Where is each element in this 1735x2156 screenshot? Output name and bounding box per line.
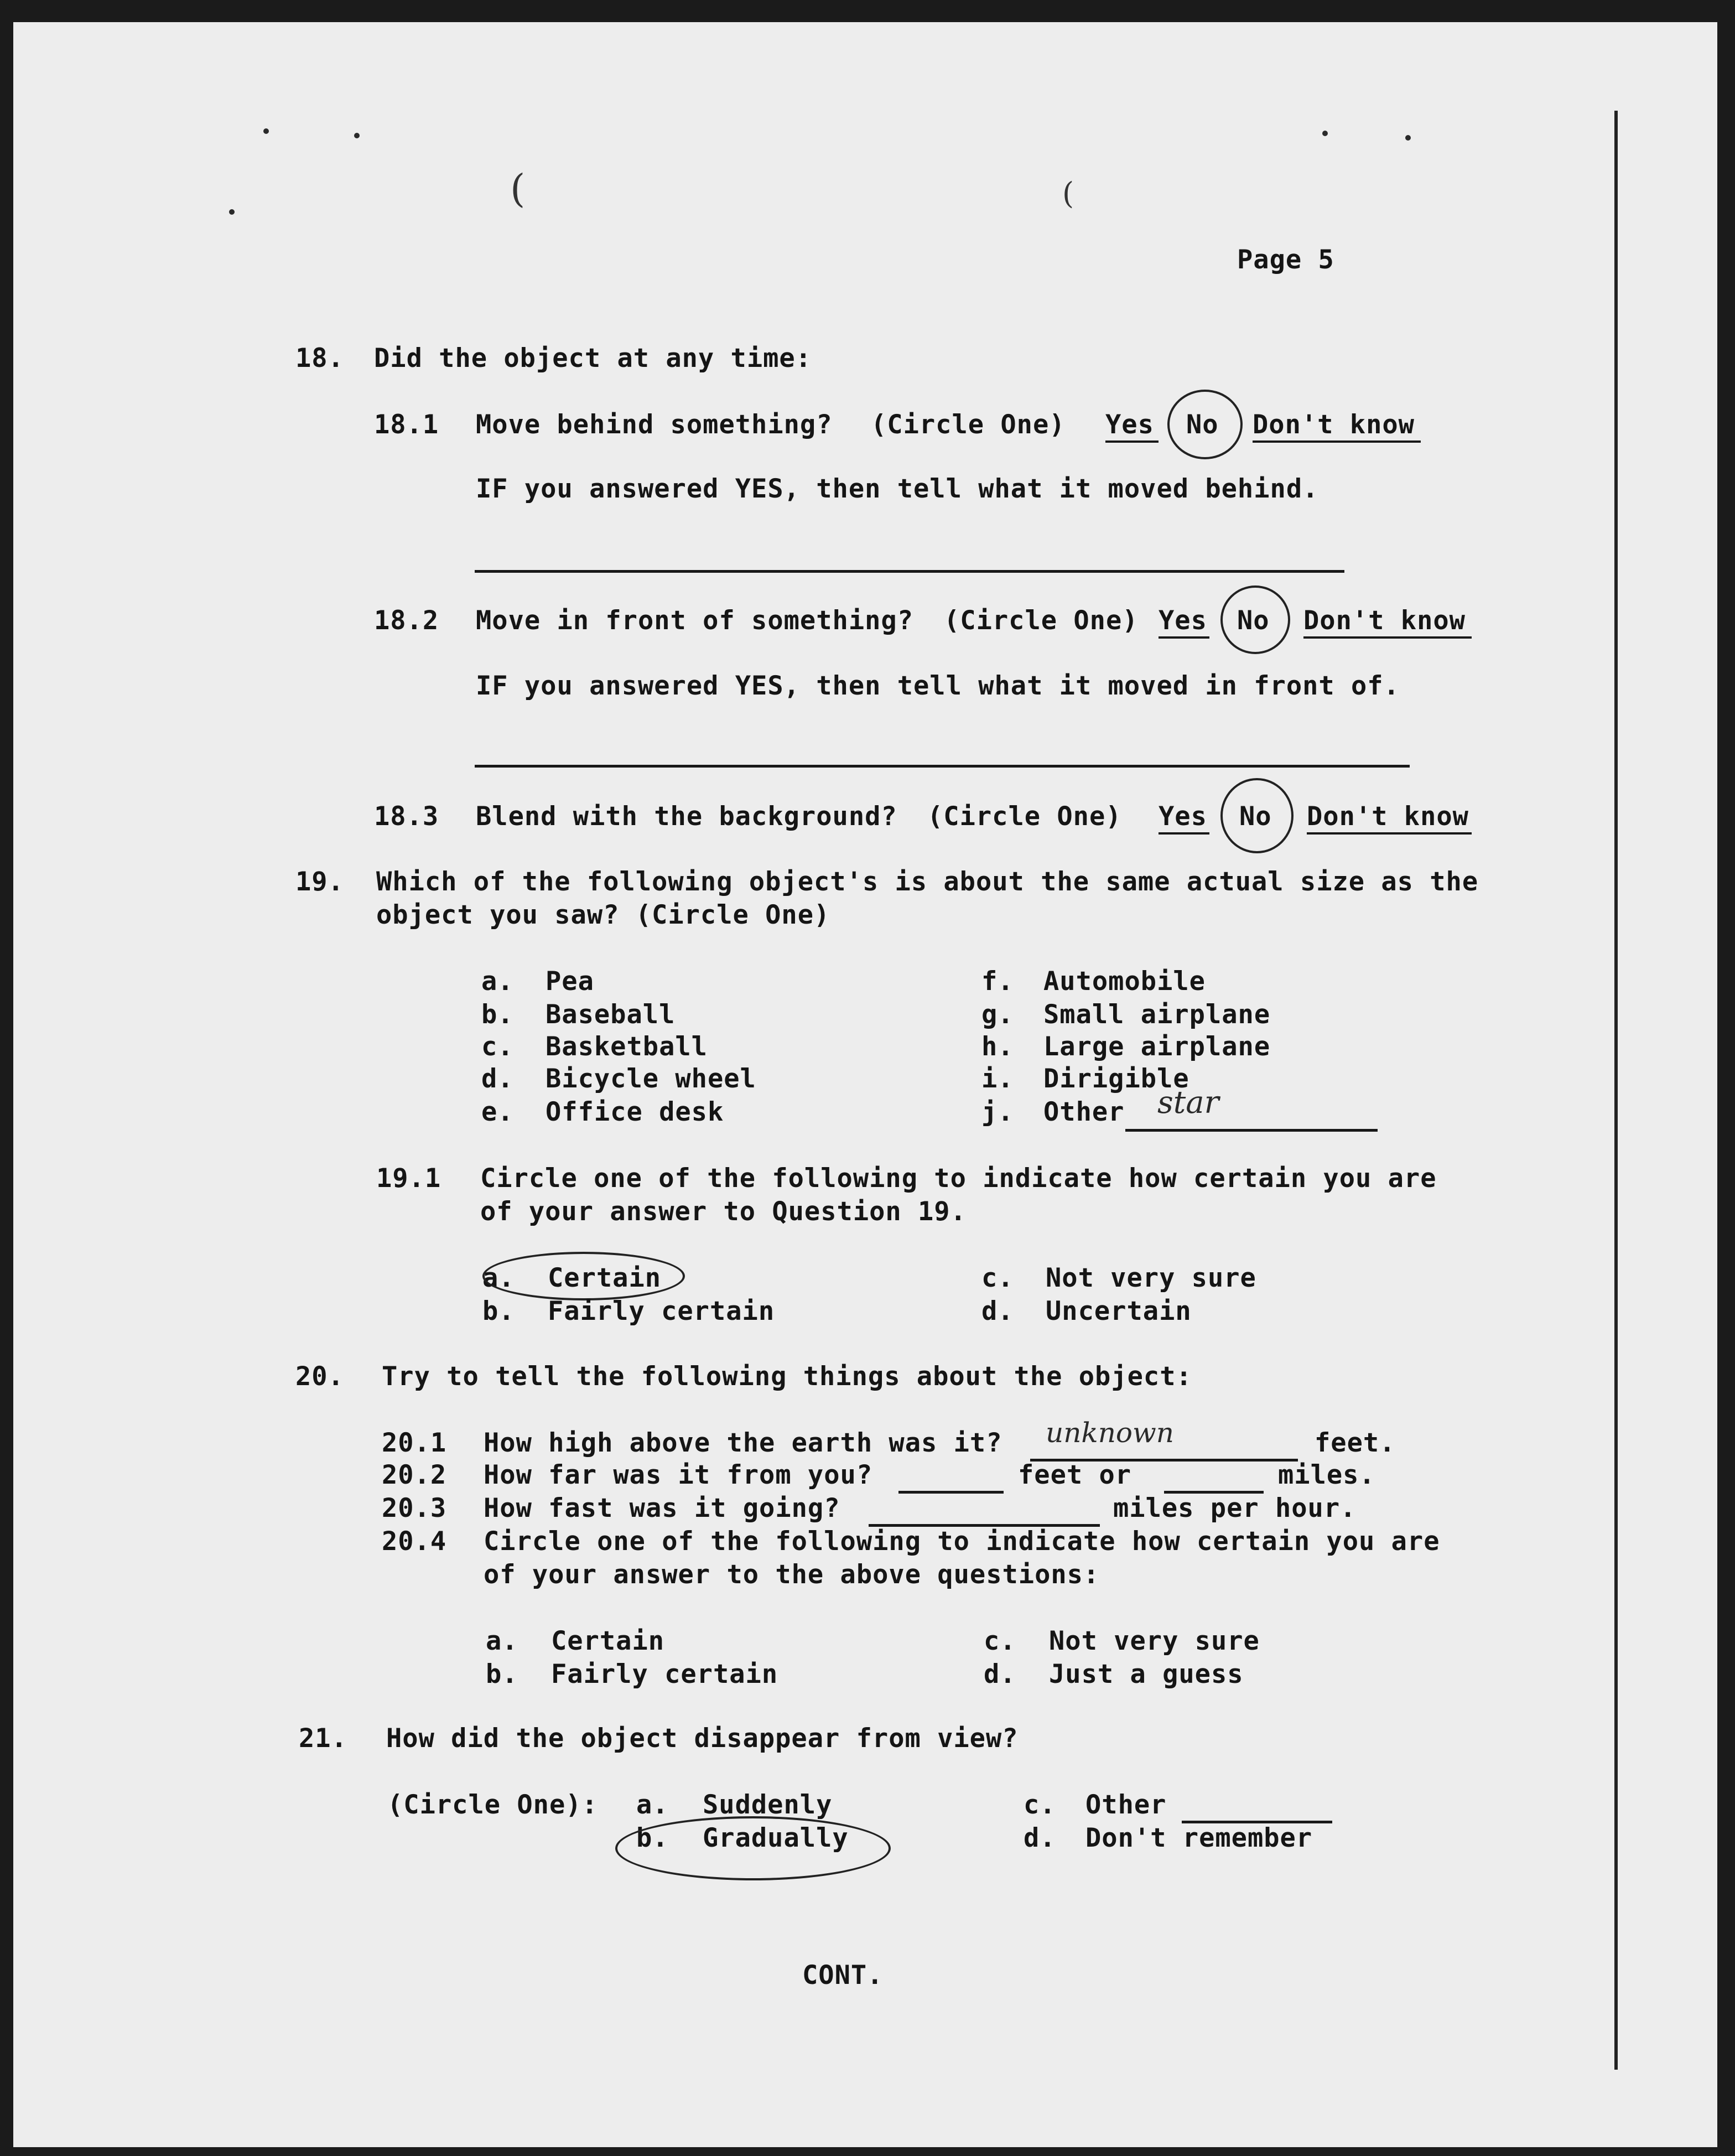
option-letter: d. — [984, 1659, 1016, 1689]
scan-speck — [1405, 135, 1411, 141]
subquestion-number: 20.4 — [382, 1526, 447, 1557]
subquestion-number: 18.1 — [374, 410, 439, 440]
option-letter: e. — [481, 1097, 514, 1127]
no-option[interactable]: No — [1239, 801, 1272, 832]
subquestion-text: Circle one of the following to indicate how certain you are — [484, 1526, 1440, 1557]
option-letter: c. — [981, 1263, 1014, 1293]
question-number: 18. — [295, 343, 344, 374]
dont-know-underline — [1307, 832, 1472, 835]
subquestion-number: 19.1 — [376, 1163, 441, 1194]
option-letter: h. — [981, 1032, 1014, 1062]
no-option[interactable]: No — [1186, 410, 1219, 440]
option-text[interactable]: Fairly certain — [548, 1296, 775, 1326]
dont-know-option[interactable]: Don't know — [1253, 410, 1415, 440]
option-text[interactable]: Uncertain — [1046, 1296, 1192, 1326]
question-text: Try to tell the following things about the object: — [382, 1361, 1192, 1392]
circle-one-label: (Circle One) — [944, 605, 1139, 636]
option-letter: b. — [481, 999, 514, 1030]
no-option[interactable]: No — [1237, 605, 1270, 636]
subquestion-number: 18.2 — [374, 605, 439, 636]
subquestion-number: 20.2 — [382, 1460, 447, 1490]
option-letter: b. — [636, 1823, 669, 1853]
answer-line[interactable] — [475, 570, 1344, 573]
scan-speck — [354, 133, 360, 138]
form-page — [13, 22, 1717, 2147]
answer-line[interactable] — [475, 765, 1410, 768]
option-letter: f. — [981, 966, 1014, 997]
unit-label: feet. — [1315, 1428, 1396, 1458]
scan-speck — [263, 128, 269, 134]
option-letter: d. — [1024, 1823, 1056, 1853]
circle-one-label: (Circle One) — [871, 410, 1066, 440]
scan-speck — [229, 209, 235, 215]
subquestion-text: Move in front of something? — [476, 605, 914, 636]
option-letter: j. — [981, 1097, 1014, 1127]
option-text[interactable]: Gradually — [703, 1823, 849, 1853]
option-letter: c. — [481, 1032, 514, 1062]
question-text: Which of the following object's is about the same actual size as the — [376, 867, 1479, 897]
question-number: 21. — [299, 1723, 347, 1754]
option-letter: i. — [981, 1064, 1014, 1094]
distance-feet-line[interactable] — [898, 1491, 1004, 1494]
subquestion-number: 18.3 — [374, 801, 439, 832]
yes-underline — [1159, 636, 1209, 639]
option-text[interactable]: Just a guess — [1049, 1659, 1244, 1689]
option-letter: a. — [636, 1790, 669, 1820]
punch-mark: ( — [1062, 176, 1074, 211]
page-edge-line — [1614, 111, 1618, 2070]
option-letter: a. — [481, 966, 514, 997]
circle-one-label: (Circle One) — [927, 801, 1122, 832]
other-answer-line[interactable] — [1125, 1129, 1378, 1132]
followup-instruction: IF you answered YES, then tell what it moved behind. — [476, 474, 1319, 504]
handwritten-answer: star — [1157, 1085, 1219, 1121]
option-letter: d. — [481, 1064, 514, 1094]
question-number: 19. — [295, 867, 344, 897]
answer-circle — [615, 1816, 891, 1880]
answer-circle — [1220, 585, 1290, 654]
option-text[interactable]: Fairly certain — [551, 1659, 778, 1689]
option-text[interactable]: Large airplane — [1043, 1032, 1271, 1062]
yes-option[interactable]: Yes — [1159, 605, 1207, 636]
punch-mark: ( — [510, 166, 526, 211]
question-number: 20. — [295, 1361, 344, 1392]
unit-label: feet or — [1018, 1460, 1132, 1490]
option-text[interactable]: Basketball — [546, 1032, 708, 1062]
option-text[interactable]: Other — [1043, 1097, 1125, 1127]
scan-speck — [1322, 131, 1328, 136]
subquestion-text: Move behind something? — [476, 410, 833, 440]
answer-circle — [482, 1252, 685, 1300]
option-text[interactable]: Baseball — [546, 999, 676, 1030]
subquestion-number: 20.1 — [382, 1428, 447, 1458]
handwritten-answer: unknown — [1046, 1417, 1175, 1449]
dont-know-option[interactable]: Don't know — [1303, 605, 1466, 636]
page-number: Page 5 — [1237, 245, 1334, 275]
dont-know-underline — [1253, 440, 1421, 443]
unit-label: miles per hour. — [1113, 1493, 1357, 1523]
option-text[interactable]: Suddenly — [703, 1790, 833, 1820]
continued-footer: CONT. — [802, 1960, 884, 1991]
option-text[interactable]: Certain — [548, 1263, 662, 1293]
subquestion-text: of your answer to the above questions: — [484, 1559, 1100, 1590]
answer-circle — [1220, 778, 1294, 853]
option-letter: b. — [482, 1296, 515, 1326]
subquestion-number: 20.3 — [382, 1493, 447, 1523]
subquestion-text: Circle one of the following to indicate how certain you are — [480, 1163, 1437, 1194]
option-text[interactable]: Automobile — [1043, 966, 1206, 997]
dont-know-underline — [1303, 636, 1472, 639]
option-text[interactable]: Certain — [551, 1626, 665, 1656]
option-letter: a. — [482, 1263, 515, 1293]
question-text: How did the object disappear from view? — [386, 1723, 1019, 1754]
option-text[interactable]: Dirigible — [1043, 1064, 1189, 1094]
option-letter: c. — [984, 1626, 1016, 1656]
option-letter: g. — [981, 999, 1014, 1030]
option-text[interactable]: Not very sure — [1049, 1626, 1260, 1656]
option-text[interactable]: Other — [1085, 1790, 1167, 1820]
yes-underline — [1159, 832, 1209, 835]
option-letter: b. — [486, 1659, 518, 1689]
question-text: object you saw? (Circle One) — [376, 900, 830, 930]
subquestion-text: Blend with the background? — [476, 801, 897, 832]
option-text[interactable]: Office desk — [546, 1097, 724, 1127]
option-letter: a. — [486, 1626, 518, 1656]
option-letter: c. — [1024, 1790, 1056, 1820]
question-text: Did the object at any time: — [374, 343, 812, 374]
option-letter: d. — [981, 1296, 1014, 1326]
subquestion-text: How far was it from you? — [484, 1460, 873, 1490]
circle-one-label: (Circle One): — [387, 1790, 598, 1820]
option-text[interactable]: Don't remember — [1085, 1823, 1313, 1853]
subquestion-text: How fast was it going? — [484, 1493, 840, 1523]
yes-option[interactable]: Yes — [1159, 801, 1207, 832]
yes-option[interactable]: Yes — [1105, 410, 1154, 440]
option-text[interactable]: Small airplane — [1043, 999, 1271, 1030]
answer-circle — [1167, 390, 1243, 459]
option-text[interactable]: Pea — [546, 966, 594, 997]
yes-underline — [1105, 440, 1159, 443]
subquestion-text: How high above the earth was it? — [484, 1428, 1002, 1458]
subquestion-text: of your answer to Question 19. — [480, 1196, 967, 1227]
option-text[interactable]: Bicycle wheel — [546, 1064, 756, 1094]
followup-instruction: IF you answered YES, then tell what it moved in front of. — [476, 671, 1400, 701]
option-text[interactable]: Not very sure — [1046, 1263, 1256, 1293]
dont-know-option[interactable]: Don't know — [1307, 801, 1469, 832]
unit-label: miles. — [1278, 1460, 1375, 1490]
